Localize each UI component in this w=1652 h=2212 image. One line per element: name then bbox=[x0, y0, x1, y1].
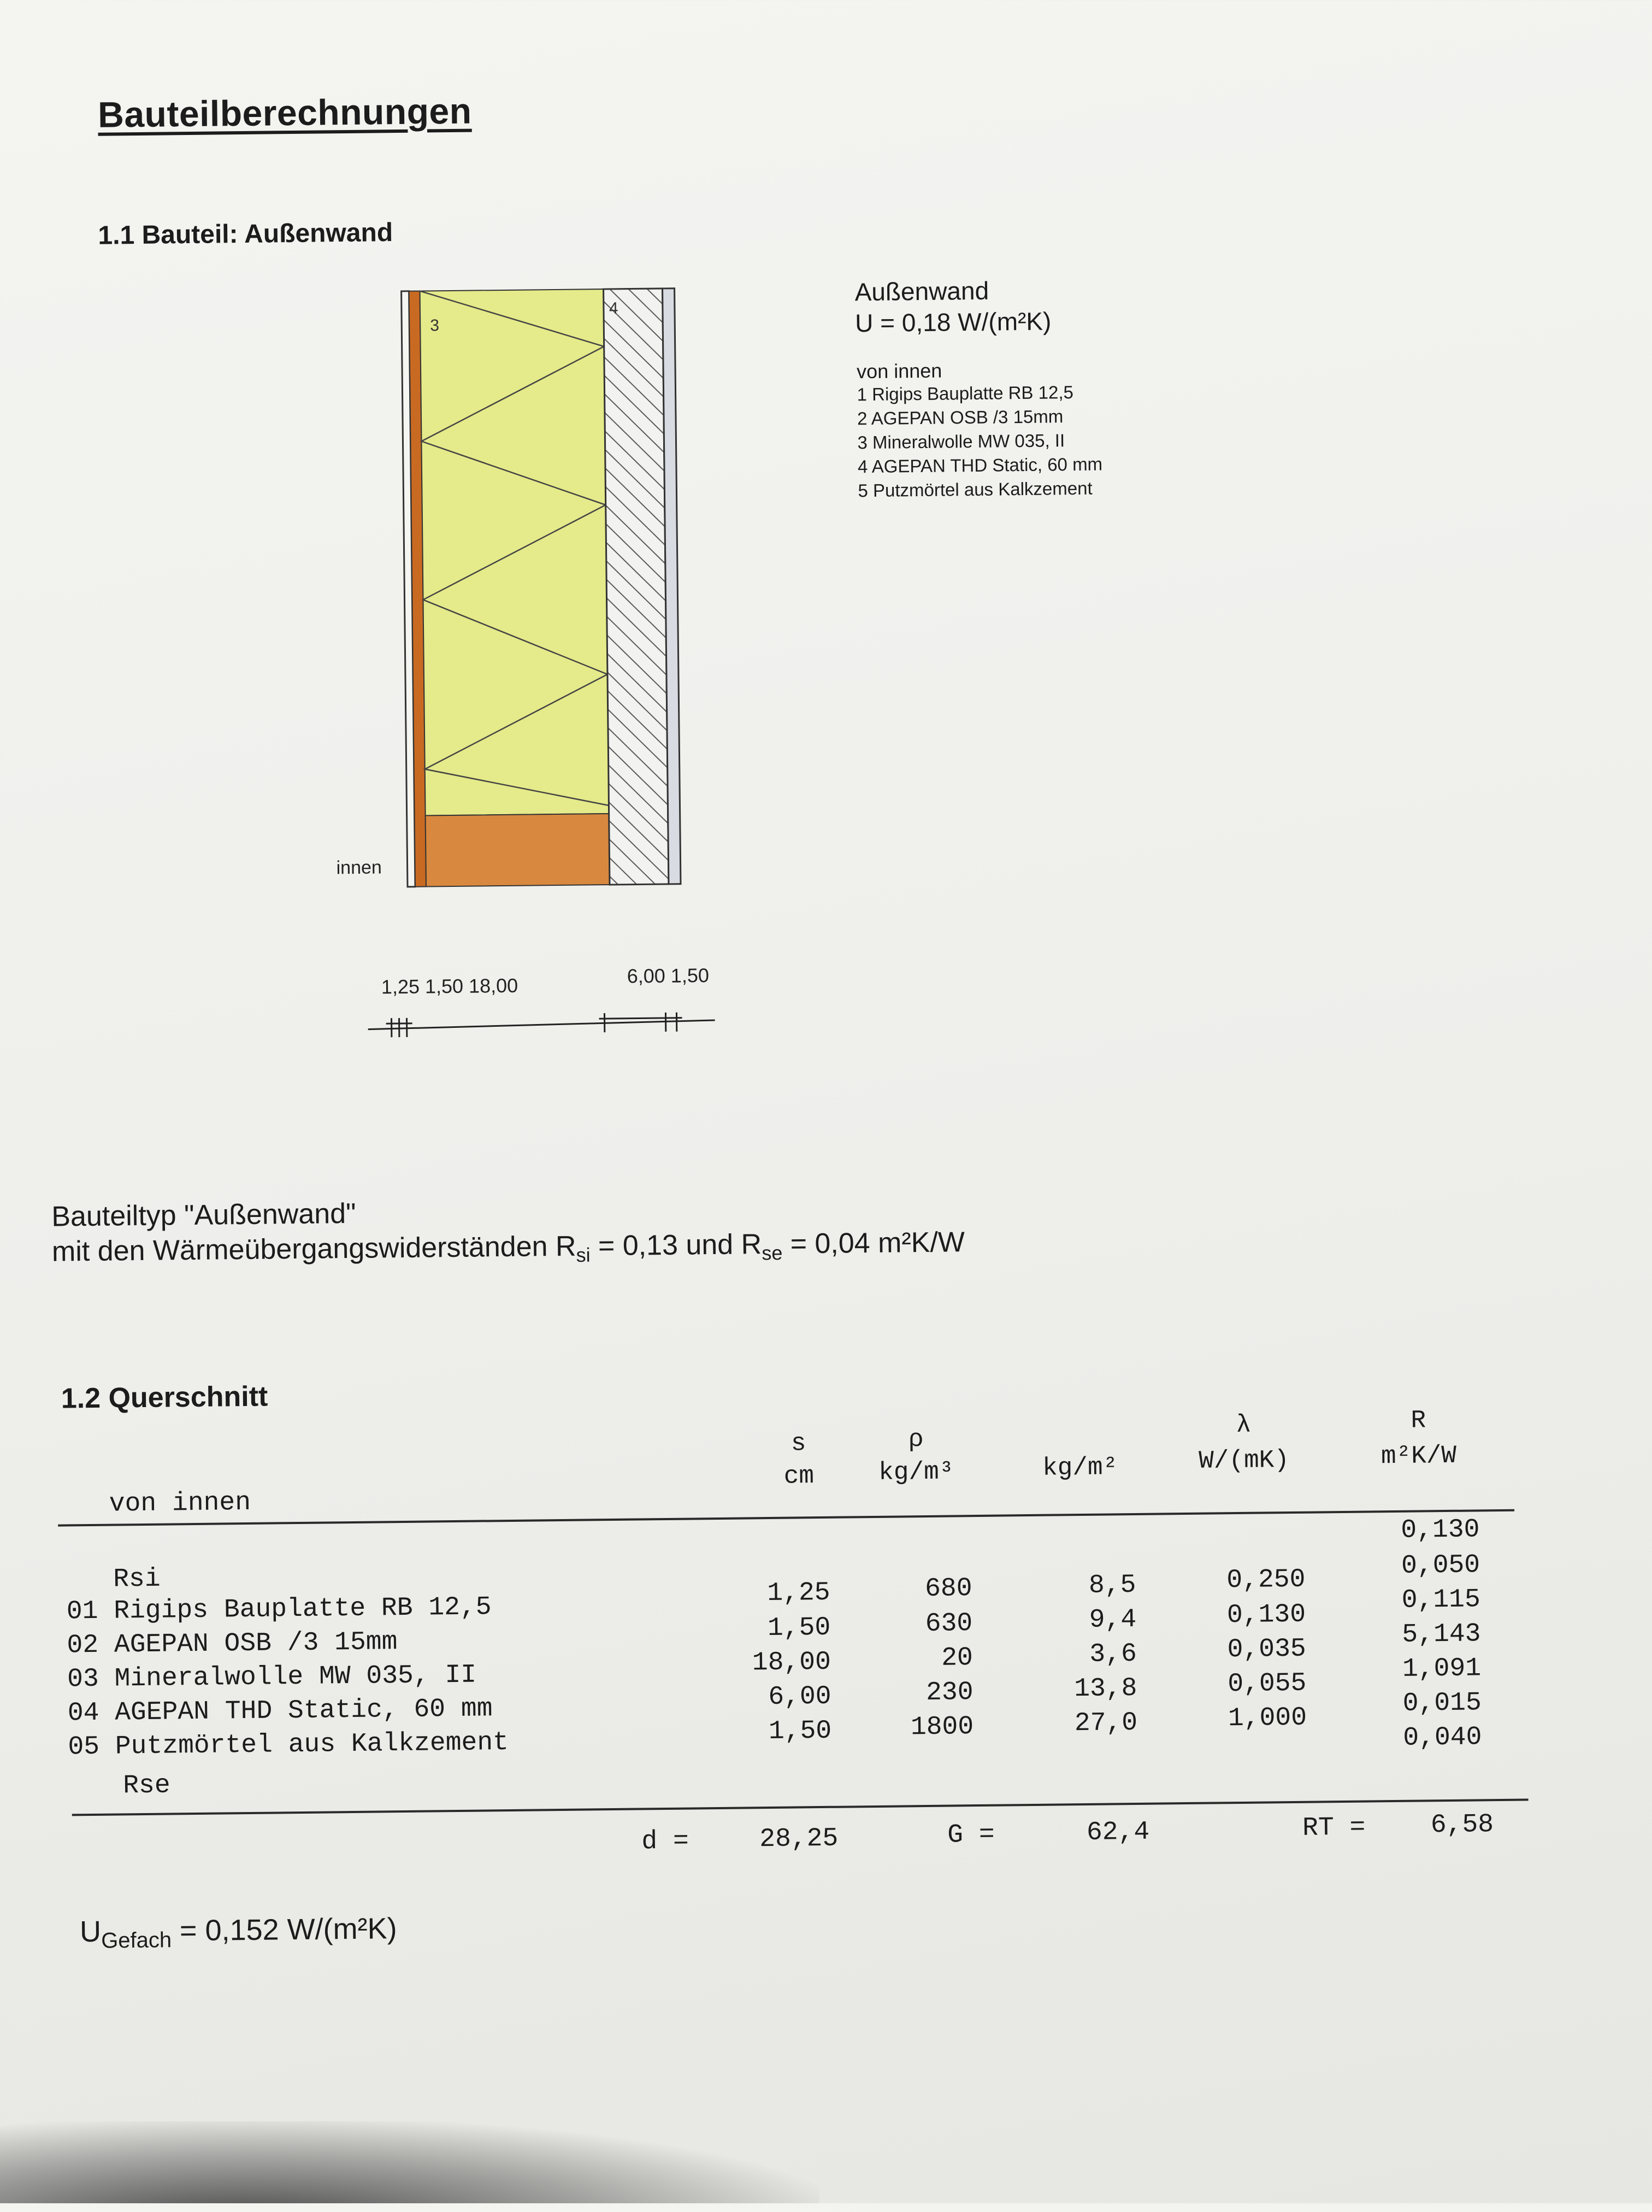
col-r-unit: m²K/W bbox=[1353, 1441, 1485, 1471]
row-s: 1,50 bbox=[728, 1716, 832, 1747]
row-mass: 8,5 bbox=[1021, 1570, 1136, 1601]
rse-label: Rse bbox=[123, 1771, 170, 1801]
row-r: 0,015 bbox=[1361, 1688, 1482, 1719]
row-name: 01 Rigips Bauplatte RB 12,5 bbox=[67, 1592, 492, 1626]
row-name: 04 AGEPAN THD Static, 60 mm bbox=[68, 1694, 493, 1728]
legend-item-3: 3 Mineralwolle MW 035, II bbox=[857, 430, 1065, 453]
row-name: 05 Putzmörtel aus Kalkzement bbox=[68, 1728, 509, 1762]
wall-layers bbox=[402, 289, 681, 887]
row-mass: 13,8 bbox=[1022, 1674, 1137, 1704]
row-s: 1,50 bbox=[727, 1613, 831, 1644]
row-r: 5,143 bbox=[1360, 1619, 1481, 1650]
photo-shadow bbox=[0, 2121, 819, 2203]
table-row bbox=[0, 0, 1641, 9]
col-mass-unit: kg/m² bbox=[1020, 1453, 1141, 1482]
row-rho: 230 bbox=[858, 1678, 974, 1708]
col-lambda-unit: W/(mK) bbox=[1173, 1446, 1315, 1476]
bauteiltyp-line1: Bauteiltyp "Außenwand" bbox=[51, 1190, 965, 1234]
col-rho-unit: kg/m³ bbox=[856, 1457, 977, 1487]
section-heading-querschnitt: 1.2 Querschnitt bbox=[61, 1380, 268, 1415]
row-lambda: 0,130 bbox=[1175, 1600, 1306, 1631]
row-name: 02 AGEPAN OSB /3 15mm bbox=[67, 1627, 397, 1660]
table-row bbox=[0, 0, 1641, 9]
table-rows bbox=[0, 0, 1641, 9]
row-mass: 3,6 bbox=[1022, 1639, 1137, 1670]
row-r: 0,115 bbox=[1360, 1585, 1481, 1615]
section-heading-bauteil: 1.1 Bauteil: Außenwand bbox=[98, 217, 393, 251]
row-s: 1,25 bbox=[726, 1578, 830, 1609]
layer-label-3: 3 bbox=[430, 316, 439, 334]
total-rt-value: 6,58 bbox=[1373, 1810, 1494, 1840]
col-s-unit: cm bbox=[758, 1462, 840, 1491]
row-r: 1,091 bbox=[1361, 1654, 1482, 1684]
u-gefach: $U_{Gefach} = 0,152$ W/(m²K) bbox=[80, 1911, 397, 1954]
row-rho: 630 bbox=[858, 1609, 973, 1639]
row-s: 18,00 bbox=[727, 1648, 831, 1678]
col-lambda-symbol: λ bbox=[1172, 1410, 1315, 1440]
table-top-rule bbox=[58, 1509, 1514, 1527]
legend-item-4: 4 AGEPAN THD Static, 60 mm bbox=[858, 454, 1102, 478]
rsi-r-value: 0,130 bbox=[1359, 1515, 1480, 1545]
col-s-symbol: s bbox=[757, 1429, 840, 1458]
total-g-value: 62,4 bbox=[1035, 1817, 1150, 1848]
row-rho: 680 bbox=[857, 1574, 972, 1604]
row-rho: 1800 bbox=[859, 1712, 974, 1743]
table-from-label: von innen bbox=[109, 1488, 251, 1519]
row-mass: 9,4 bbox=[1022, 1605, 1137, 1636]
legend-item-5: 5 Putzmörtel aus Kalkzement bbox=[858, 478, 1093, 501]
rsi-label: Rsi bbox=[113, 1564, 161, 1595]
total-d-label: d = bbox=[641, 1827, 689, 1857]
legend-u-value: U = 0,18 W/(m²K) bbox=[855, 306, 1052, 338]
row-lambda: 0,250 bbox=[1174, 1565, 1306, 1596]
bauteiltyp-block bbox=[51, 1190, 965, 1278]
wall-section-diagram bbox=[319, 258, 721, 1054]
table-row bbox=[0, 0, 1641, 9]
col-rho-symbol: ρ bbox=[856, 1425, 976, 1454]
row-mass: 27,0 bbox=[1023, 1708, 1138, 1739]
dimension-right: 6,00 1,50 bbox=[627, 964, 710, 987]
legend-item-2: 2 AGEPAN OSB /3 15mm bbox=[857, 406, 1064, 429]
row-r: 0,050 bbox=[1360, 1550, 1480, 1581]
dimension-left: 1,25 1,50 18,00 bbox=[381, 974, 518, 998]
layer-4-thd bbox=[604, 289, 669, 885]
rse-r-value: 0,040 bbox=[1361, 1722, 1482, 1753]
bauteiltyp-line2: mit den Wärmeübergangswiderständen $R_{si} = 0,13$ und $R_{se} = 0,04$ m²K/W bbox=[52, 1225, 965, 1278]
row-name: 03 Mineralwolle MW 035, II bbox=[67, 1661, 476, 1695]
legend-name: Außenwand bbox=[854, 276, 989, 307]
col-r-symbol: R bbox=[1353, 1405, 1484, 1436]
layer-label-4: 4 bbox=[609, 299, 618, 317]
table-row bbox=[0, 0, 1641, 9]
total-g-label: G = bbox=[947, 1820, 995, 1850]
legend-item-1: 1 Rigips Bauplatte RB 12,5 bbox=[857, 382, 1073, 405]
dimension-line bbox=[368, 1012, 715, 1038]
total-d-value: 28,25 bbox=[723, 1824, 839, 1855]
row-rho: 20 bbox=[858, 1643, 974, 1674]
document-title: Bauteilberechnungen bbox=[98, 90, 472, 136]
bottom-plate bbox=[426, 814, 610, 887]
total-rt-label: RT = bbox=[1302, 1813, 1366, 1843]
table-row bbox=[0, 0, 1641, 9]
row-lambda: 0,035 bbox=[1175, 1634, 1306, 1666]
inside-label: innen bbox=[336, 857, 382, 878]
legend-from: von innen bbox=[857, 360, 942, 384]
row-lambda: 1,000 bbox=[1176, 1703, 1307, 1734]
row-lambda: 0,055 bbox=[1175, 1669, 1307, 1700]
row-s: 6,00 bbox=[727, 1682, 831, 1713]
